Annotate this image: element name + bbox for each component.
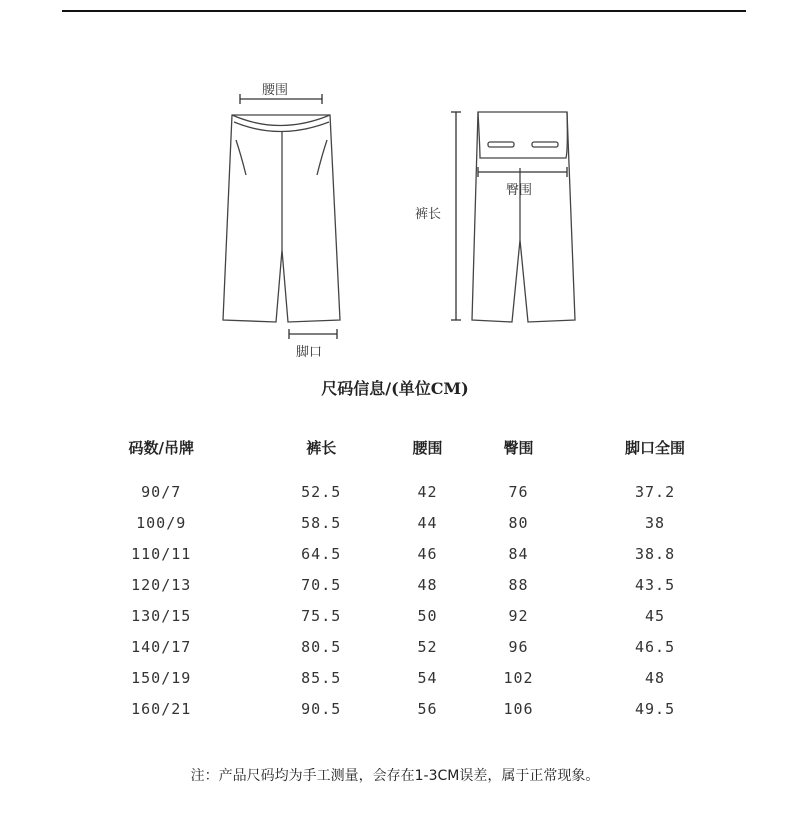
cell-size: 150/19: [131, 668, 192, 687]
table-row: [62, 631, 746, 662]
cell-length: 52.5: [301, 482, 342, 501]
header-waist: 腰围: [412, 438, 443, 457]
cell-hem: 38: [645, 513, 666, 532]
table-row: [62, 538, 746, 569]
cell-hip: 106: [503, 699, 534, 718]
cell-waist: 50: [417, 606, 438, 625]
measurement-note: 注：产品尺码均为手工测量，会存在1-3CM误差，属于正常现象。: [190, 768, 600, 784]
cell-length: 70.5: [301, 575, 342, 594]
cell-hip: 102: [503, 668, 534, 687]
cell-waist: 48: [417, 575, 438, 594]
cell-hem: 38.8: [634, 544, 676, 563]
cell-hip: 88: [508, 575, 529, 594]
cell-hem: 49.5: [634, 699, 676, 718]
header-hip: 臀围: [503, 438, 534, 457]
hip-measure-arrow: [478, 167, 567, 177]
cell-length: 64.5: [301, 544, 342, 563]
cell-length: 58.5: [301, 513, 342, 532]
length-label: 裤长: [415, 207, 442, 222]
size-info-title: 尺码信息/(单位CM): [321, 379, 469, 398]
cell-waist: 46: [417, 544, 438, 563]
header-length: 裤长: [306, 438, 337, 457]
cell-hem: 37.2: [634, 482, 676, 501]
table-row: [62, 662, 746, 693]
cell-hip: 80: [508, 513, 529, 532]
table-row: [62, 600, 746, 631]
cell-length: 85.5: [301, 668, 342, 687]
hem-label: 脚口: [296, 345, 323, 360]
cell-size: 110/11: [131, 544, 192, 563]
header-size: 码数/吊牌: [128, 438, 194, 457]
cell-size: 140/17: [131, 637, 192, 656]
cell-hip: 96: [508, 637, 529, 656]
cell-length: 75.5: [301, 606, 342, 625]
cell-hip: 84: [508, 544, 529, 563]
table-header-row: [62, 430, 746, 464]
table-row: [62, 476, 746, 507]
hip-label: 臀围: [506, 183, 533, 198]
cell-length: 90.5: [301, 699, 342, 718]
pants-diagram: [0, 0, 790, 370]
table-spacer: [62, 464, 746, 476]
cell-hem: 46.5: [634, 637, 676, 656]
size-table: [62, 430, 746, 724]
cell-hip: 92: [508, 606, 529, 625]
table-row: [62, 569, 746, 600]
cell-waist: 52: [417, 637, 438, 656]
cell-size: 120/13: [131, 575, 192, 594]
hem-measure-arrow: [289, 329, 337, 339]
cell-waist: 42: [417, 482, 438, 501]
cell-waist: 54: [417, 668, 438, 687]
cell-hip: 76: [508, 482, 529, 501]
table-row: [62, 693, 746, 724]
cell-length: 80.5: [301, 637, 342, 656]
cell-waist: 56: [417, 699, 438, 718]
cell-size: 160/21: [131, 699, 192, 718]
length-measure-arrow: [451, 112, 461, 320]
cell-hem: 48: [645, 668, 666, 687]
front-pants-drawing: [223, 115, 340, 322]
cell-hem: 43.5: [634, 575, 676, 594]
waist-label: 腰围: [262, 83, 289, 98]
cell-size: 90/7: [141, 482, 182, 501]
cell-waist: 44: [417, 513, 438, 532]
cell-hem: 45: [645, 606, 666, 625]
cell-size: 130/15: [131, 606, 192, 625]
cell-size: 100/9: [136, 513, 187, 532]
back-pants-drawing: [472, 112, 575, 322]
table-row: [62, 507, 746, 538]
header-hem: 脚口全围: [625, 438, 686, 457]
